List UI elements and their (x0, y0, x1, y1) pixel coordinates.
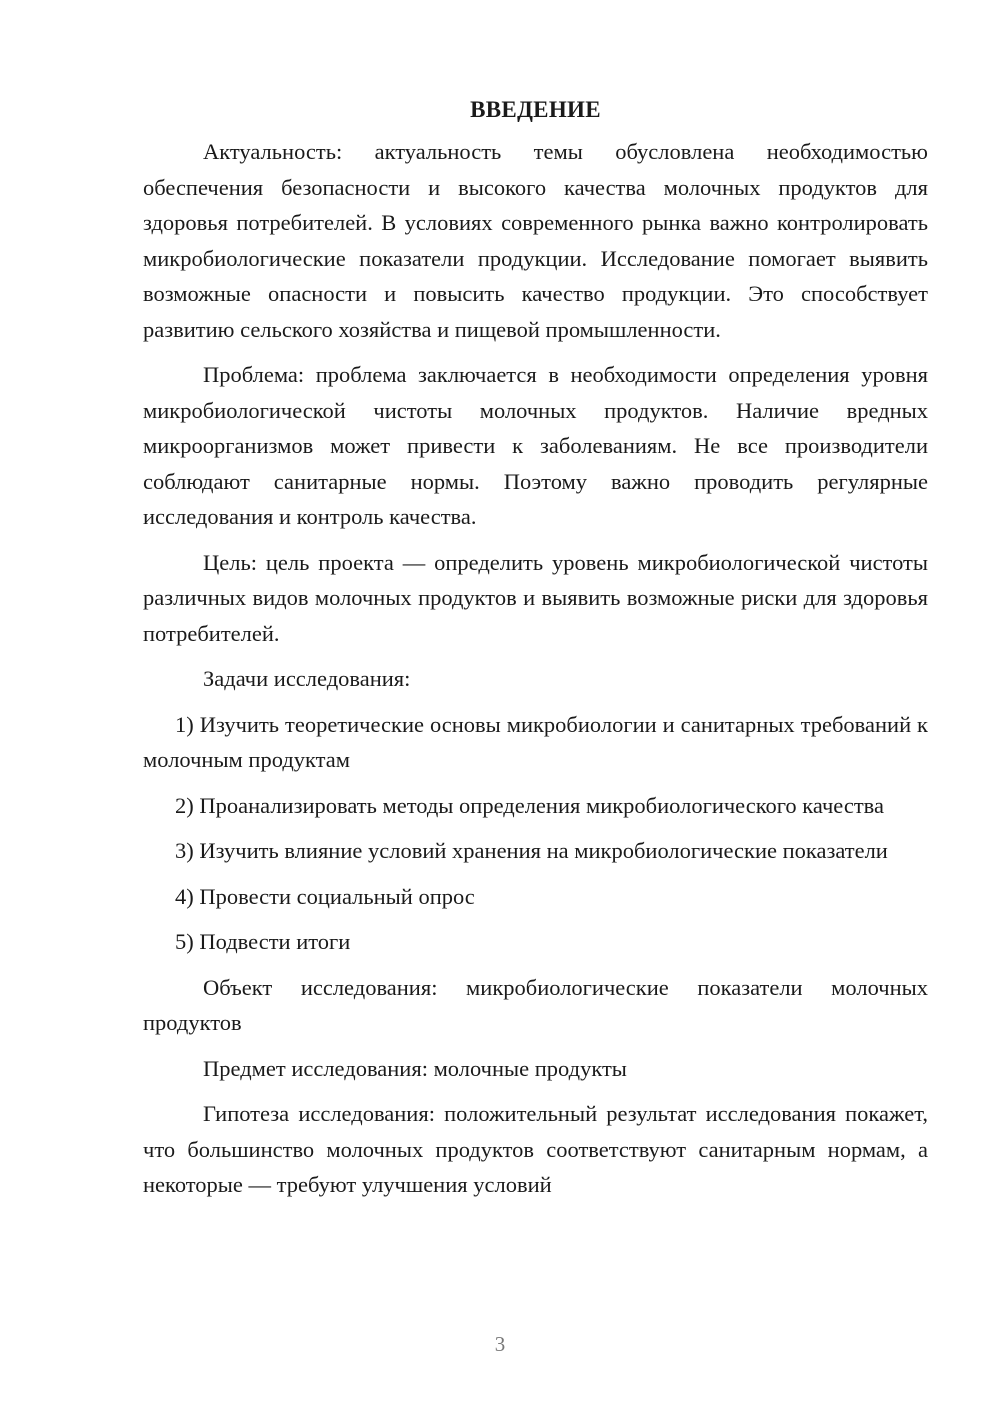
page-title: ВВЕДЕНИЕ (470, 97, 601, 122)
paragraph-problem: Проблема: проблема заключается в необходимости определения уровня микробиологической чистоты молочных продуктов. Наличие вредных микроорганизмов может привести к заболеваниям. Не все производители соблюдают санитарные нормы. Поэтому важно проводить регулярные исследования и контроль качества. (143, 362, 928, 529)
paragraph-goal: Цель: цель проекта — определить уровень микробиологической чистоты различных видов молочных продуктов и выявить возможные риски для здоровья потребителей. (143, 549, 928, 646)
paragraph-object: Объект исследования: микробиологические показатели молочных продуктов (143, 974, 928, 1035)
task-item-3: 3) Изучить влияние условий хранения на микробиологические показатели (175, 838, 888, 863)
paragraph-subject: Предмет исследования: молочные продукты (203, 1055, 627, 1081)
task-item-1: 1) Изучить теоретические основы микробиологии и санитарных требований к молочным продуктам (143, 711, 928, 772)
task-item-4: 4) Провести социальный опрос (175, 883, 475, 909)
paragraph-hypothesis: Гипотеза исследования: положительный результат исследования покажет, что большинство молочных продуктов соответствуют санитарным нормам, а некоторые — требуют улучшения условий (143, 1101, 928, 1197)
task-item-5: 5) Подвести итоги (175, 929, 351, 954)
document-page (143, 92, 928, 1213)
page-number: 3 (494, 1332, 506, 1356)
paragraph-relevance: Актуальность: актуальность темы обусловлена необходимостью обеспечения безопасности и высокого качества молочных продуктов для здоровья потребителей. В условиях современного рынка важно контролировать микробиологические показатели продукции. Исследование помогает выявить возможные опасности и повысить качество продукции. Это способствует развитию сельского хозяйства и пищевой промышленности. (143, 139, 928, 342)
paragraph-tasks-heading: Задачи исследования: (203, 666, 411, 691)
task-item-2: 2) Проанализировать методы определения микробиологического качества (175, 792, 884, 818)
